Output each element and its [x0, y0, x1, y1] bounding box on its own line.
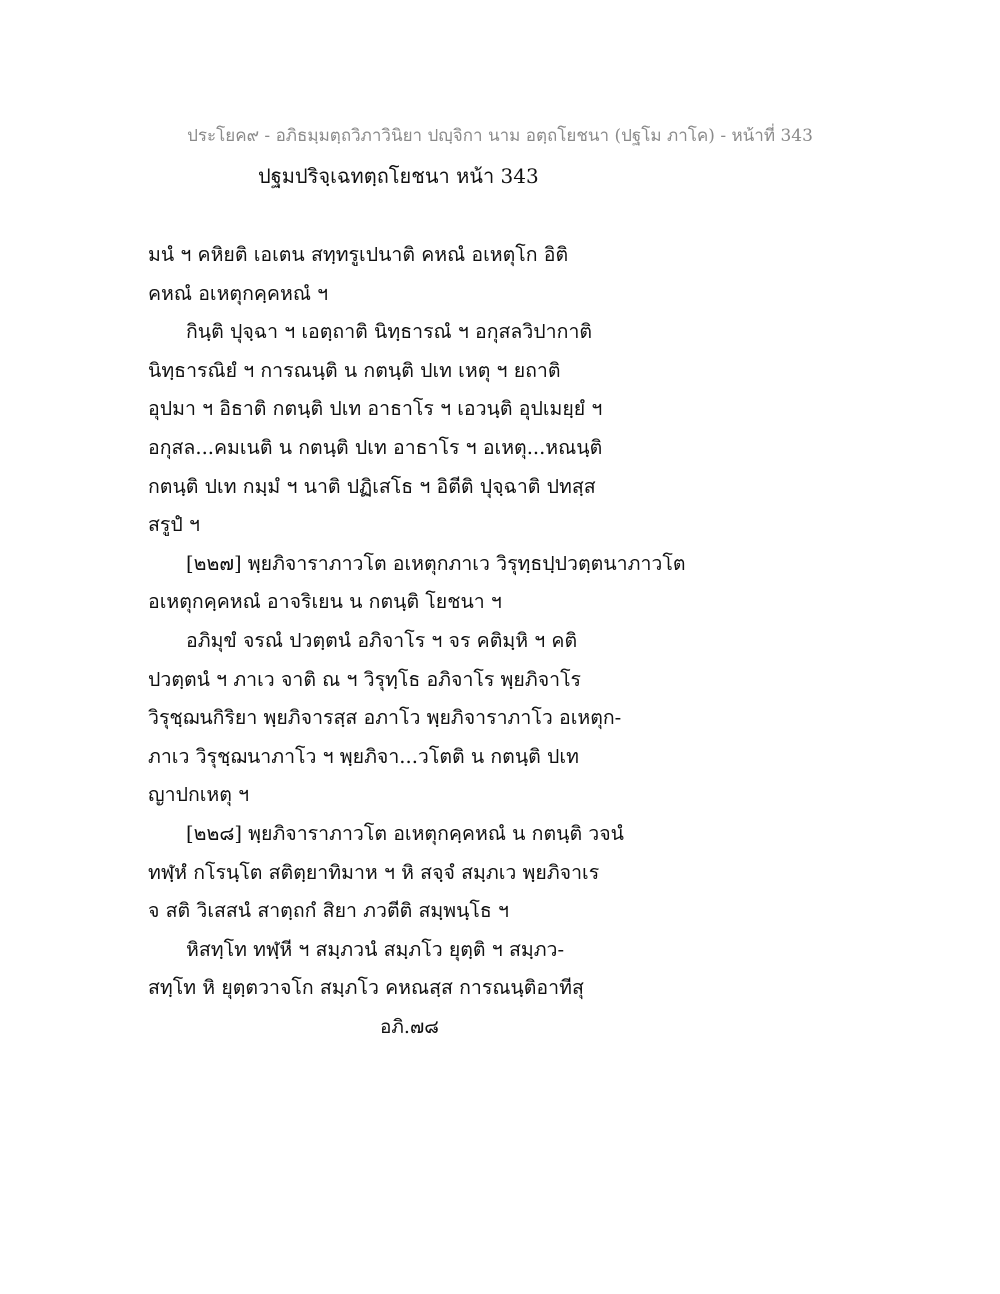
text-line: ภาเว วิรุชฺฌนาภาโว ฯ พฺยภิจา...วโตติ น กตนฺติ ปเท [148, 744, 579, 768]
text-line: สทฺโท หิ ยุตฺตวาจโก สมฺภโว คหณสฺส การณนฺติอาทีสุ [148, 976, 584, 1000]
text-line: จ สติ วิเสสนํ สาตฺถกํ สิยา ภวตีติ สมฺพนฺโธ ฯ [148, 899, 509, 923]
text-line: วิรุชฺฌนกิริยา พฺยภิจารสฺส อภาโว พฺยภิจาราภาโว อเหตุก- [148, 706, 622, 730]
text-line: นิทฺธารณิยํ ฯ การณนฺติ น กตนฺติ ปเท เหตุ ฯ ยถาติ [148, 358, 561, 382]
text-line: ปวตฺตนํ ฯ ภาเว จาติ ณ ฯ วิรุทฺโธ อภิจาโร พฺยภิจาโร [148, 667, 582, 691]
text-line: กินฺติ ปุจฺฉา ฯ เอตฺถาติ นิทฺธารณํ ฯ อกุสลวิปากาติ [186, 320, 593, 344]
text-line: อภิมุขํ จรณํ ปวตฺตนํ อภิจาโร ฯ จร คติมฺหิ ฯ คติ [186, 628, 578, 652]
section-title: ปฐมปริจฺเฉทตฺถโยชนา หน้า 343 [258, 164, 539, 188]
text-line: [๒๒๘] พฺยภิจาราภาวโต อเหตุกคฺคหณํ น กตนฺติ วจนํ [186, 821, 625, 845]
text-line: อเหตุกคฺคหณํ อาจริเยน น กตนฺติ โยชนา ฯ [148, 590, 502, 614]
body-text [148, 236, 708, 1008]
text-line: อกุสล...คมเนติ น กตนฺติ ปเท อาธาโร ฯ อเหตุ...หณนฺติ [148, 435, 603, 459]
text-line: มนํ ฯ คหิยติ เอเตน สทฺทรูเปนาติ คหณํ อเหตุโก อิติ [148, 243, 569, 266]
page-marker: อภิ.๗๘ [380, 1016, 439, 1038]
text-line: ทฬฺหํ กโรนฺโต สติตฺยาทิมาห ฯ หิ สจฺจํ สมฺภเว พฺยภิจาเร [148, 860, 600, 884]
running-header: ประโยค๙ - อภิธมฺมตฺถวิภาวินิยา ปญฺจิกา นาม อตฺถโยชนา (ปฐโม ภาโค) - หน้าที่ 343 [187, 126, 813, 146]
text-line: ญาปกเหตุ ฯ [148, 783, 250, 807]
text-line: หิสทฺโท ทฬฺหี ฯ สมฺภวนํ สมฺภโว ยุตฺติ ฯ สมฺภว- [186, 937, 565, 961]
text-line: สรูปํ ฯ [148, 513, 200, 537]
text-line: คหณํ อเหตุกคฺคหณํ ฯ [148, 281, 329, 305]
text-line: กตนฺติ ปเท กมฺมํ ฯ นาติ ปฏิเสโธ ฯ อิตีติ ปุจฺฉาติ ปทสฺส [148, 474, 596, 498]
text-line: [๒๒๗] พฺยภิจาราภาวโต อเหตุกภาเว วิรุทฺธปฺปวตฺตนาภาวโต [186, 551, 686, 575]
text-line: อุปมา ฯ อิธาติ กตนฺติ ปเท อาธาโร ฯ เอวนฺติ อุปเมยฺยํ ฯ [148, 397, 603, 421]
